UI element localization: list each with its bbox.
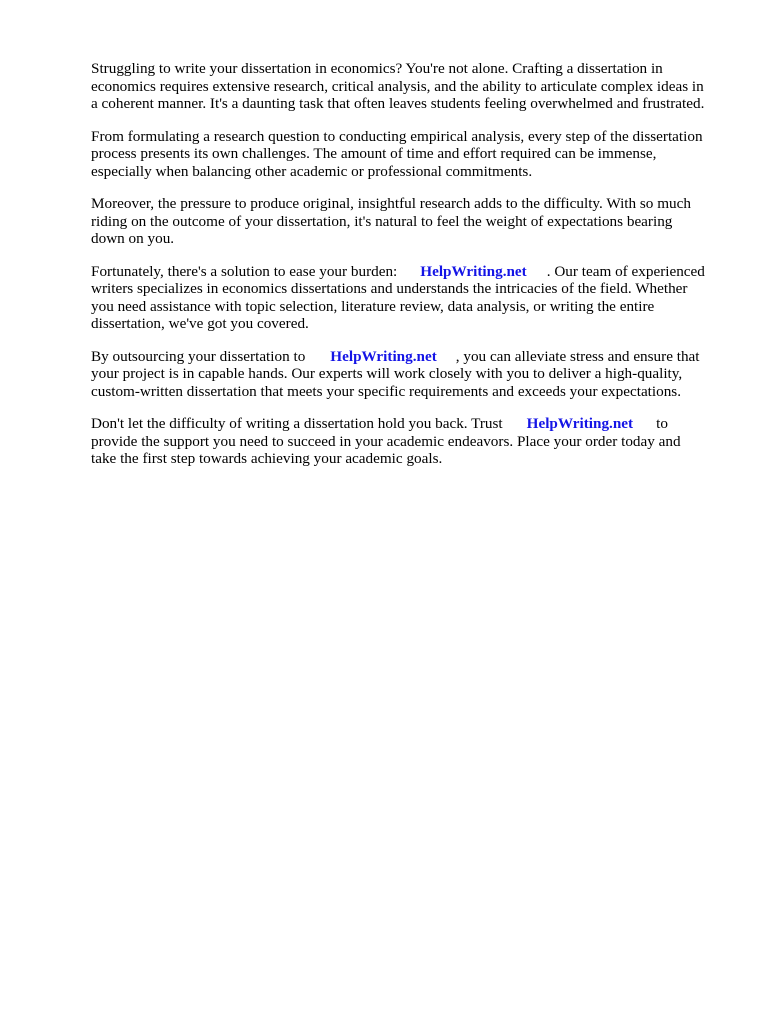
text-segment: , you can alleviate stress and ensure that [455, 347, 700, 365]
text-line-with-link [91, 415, 731, 433]
text-segment: Don't let the difficulty of writing a dissertation hold you back. Trust [91, 415, 503, 432]
document-page [91, 60, 731, 483]
paragraph-solution [91, 263, 731, 333]
text-line: take the first step towards achieving your academic goals. [91, 450, 443, 467]
text-line: a coherent manner. It's a daunting task that often leaves students feeling overwhelmed and frustrated. [91, 95, 705, 112]
text-line: economics requires extensive research, critical analysis, and the ability to articulate complex ideas in [91, 77, 704, 95]
text-line: From formulating a research question to conducting empirical analysis, every step of the dissertation [91, 127, 703, 145]
text-line-with-link [91, 263, 731, 281]
helpwriting-link[interactable]: HelpWriting.net [330, 347, 437, 365]
text-line: Struggling to write your dissertation in economics? You're not alone. Crafting a dissertation in [91, 60, 663, 77]
paragraph-call-to-action [91, 415, 731, 468]
text-segment: By outsourcing your dissertation to [91, 347, 306, 365]
text-line: provide the support you need to succeed in your academic endeavors. Place your order today and [91, 432, 681, 450]
text-line: dissertation, we've got you covered. [91, 315, 309, 332]
text-line: your project is in capable hands. Our experts will work closely with you to deliver a high-quality, [91, 365, 683, 382]
text-line: custom-written dissertation that meets your specific requirements and exceeds your expectations. [91, 382, 682, 400]
text-segment: to [656, 415, 668, 432]
paragraph-pressure [91, 195, 731, 248]
paragraph-intro [91, 60, 731, 113]
text-line: process presents its own challenges. The amount of time and effort required can be immense, [91, 145, 657, 162]
text-segment: . Our team of experienced [546, 262, 705, 280]
helpwriting-link[interactable]: HelpWriting.net [420, 262, 527, 280]
text-line: you need assistance with topic selection, literature review, data analysis, or writing the entire [91, 297, 655, 315]
paragraph-outsourcing [91, 348, 731, 401]
text-line: especially when balancing other academic or professional commitments. [91, 162, 533, 180]
text-segment: Fortunately, there's a solution to ease your burden: [91, 262, 398, 280]
text-line: riding on the outcome of your dissertation, it's natural to feel the weight of expectations bearing [91, 212, 673, 230]
paragraph-challenges [91, 128, 731, 181]
text-line-with-link [91, 348, 731, 366]
text-line: down on you. [91, 230, 175, 247]
helpwriting-link[interactable]: HelpWriting.net [526, 415, 634, 432]
text-line: Moreover, the pressure to produce original, insightful research adds to the difficulty. With so much [91, 195, 691, 212]
text-line: writers specializes in economics dissertations and understands the intricacies of the field. Whether [91, 280, 688, 297]
